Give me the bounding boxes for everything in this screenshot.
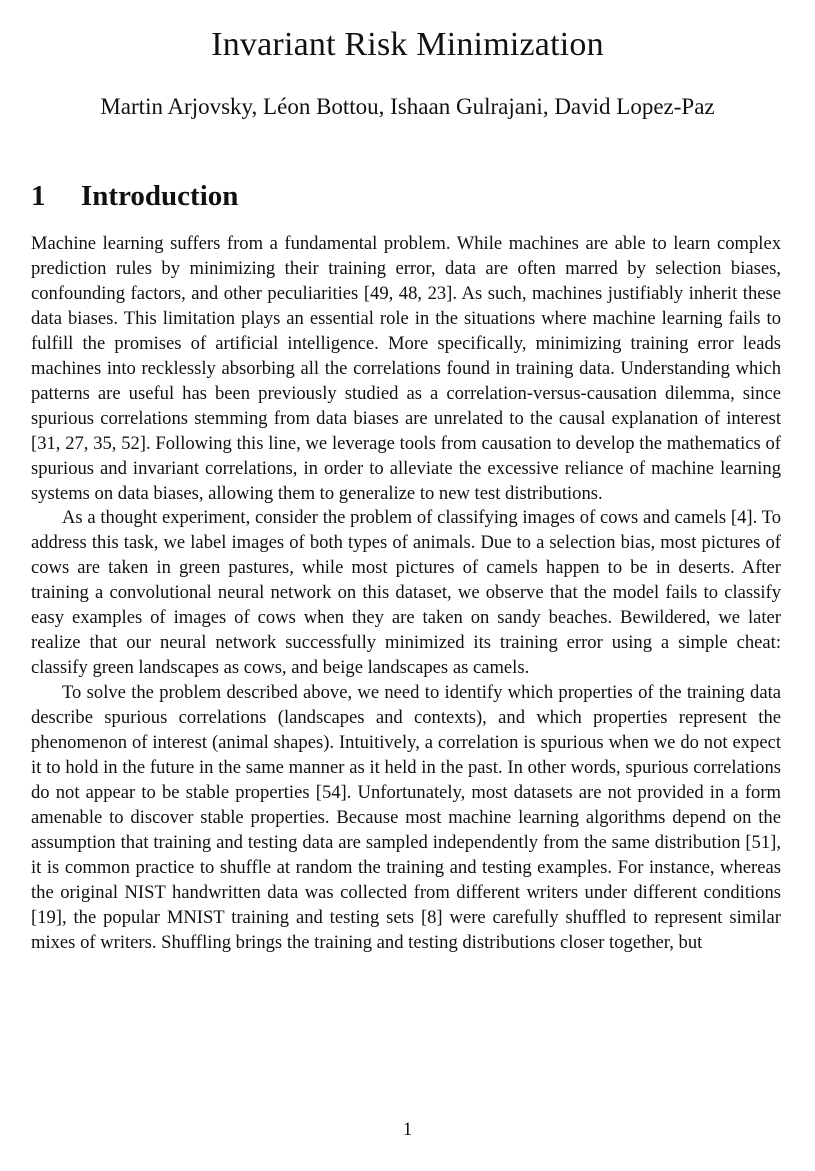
paper-title: Invariant Risk Minimization — [211, 26, 604, 63]
paragraph-2: As a thought experiment, consider the problem of classifying images of cows and camels [4]. To address this task, we label images of both types of animals. Due to a selection bias, most pictures of cows are taken in green pastures, while most pictures of camels happen to be in deserts. After training a convolutional neural network on this dataset, we observe that the model fails to classify easy examples of images of cows when they are taken on sandy beaches. Bewildered, we later realize that our neural network successfully minimized its training error using a simple cheat: classify green landscapes as cows, and beige landscapes as camels. — [31, 507, 781, 679]
section-number: 1 — [31, 180, 46, 212]
paragraph-3: To solve the problem described above, we need to identify which properties of the training data describe spurious correlations (landscapes and contexts), and which properties represent the phenomenon of interest (animal shapes). Intuitively, a correlation is spurious when we do not expect it to hold in the future in the same manner as it held in the past. In other words, spurious correlations do not appear to be stable properties [54]. Unfortunately, most datasets are not provided in a form amenable to discover stable properties. Because most machine learning algorithms depend on the assumption that training and testing data are sampled independently from the same distribution [51], it is common practice to shuffle at random the training and testing examples. For instance, whereas the original NIST handwritten data was collected from different writers under different conditions [19], the popular MNIST training and testing sets [8] were carefully shuffled to represent similar mixes of writers. Shuffling brings the training and testing distributions closer together, but — [31, 682, 781, 953]
section-heading — [31, 178, 238, 214]
section-body — [31, 232, 781, 956]
author-list: Martin Arjovsky, Léon Bottou, Ishaan Gulrajani, David Lopez-Paz — [100, 94, 715, 119]
paragraph-1: Machine learning suffers from a fundamental problem. While machines are able to learn complex prediction rules by minimizing their training error, data are often marred by selection biases, confounding factors, and other peculiarities [49, 48, 23]. As such, machines justifiably inherit these data biases. This limitation plays an essential role in the situations where machine learning fails to fulfill the promises of artificial intelligence. More specifically, minimizing training error leads machines into recklessly absorbing all the correlations found in training data. Understanding which patterns are useful has been previously studied as a correlation-versus-causation dilemma, since spurious correlations stemming from data biases are unrelated to the causal explanation of interest [31, 27, 35, 52]. Following this line, we leverage tools from causation to develop the mathematics of spurious and invariant correlations, in order to alleviate the excessive reliance of machine learning systems on data biases, allowing them to generalize to new test distributions. — [31, 233, 781, 504]
page-number: 1 — [402, 1119, 413, 1140]
section-title: Introduction — [81, 180, 239, 212]
